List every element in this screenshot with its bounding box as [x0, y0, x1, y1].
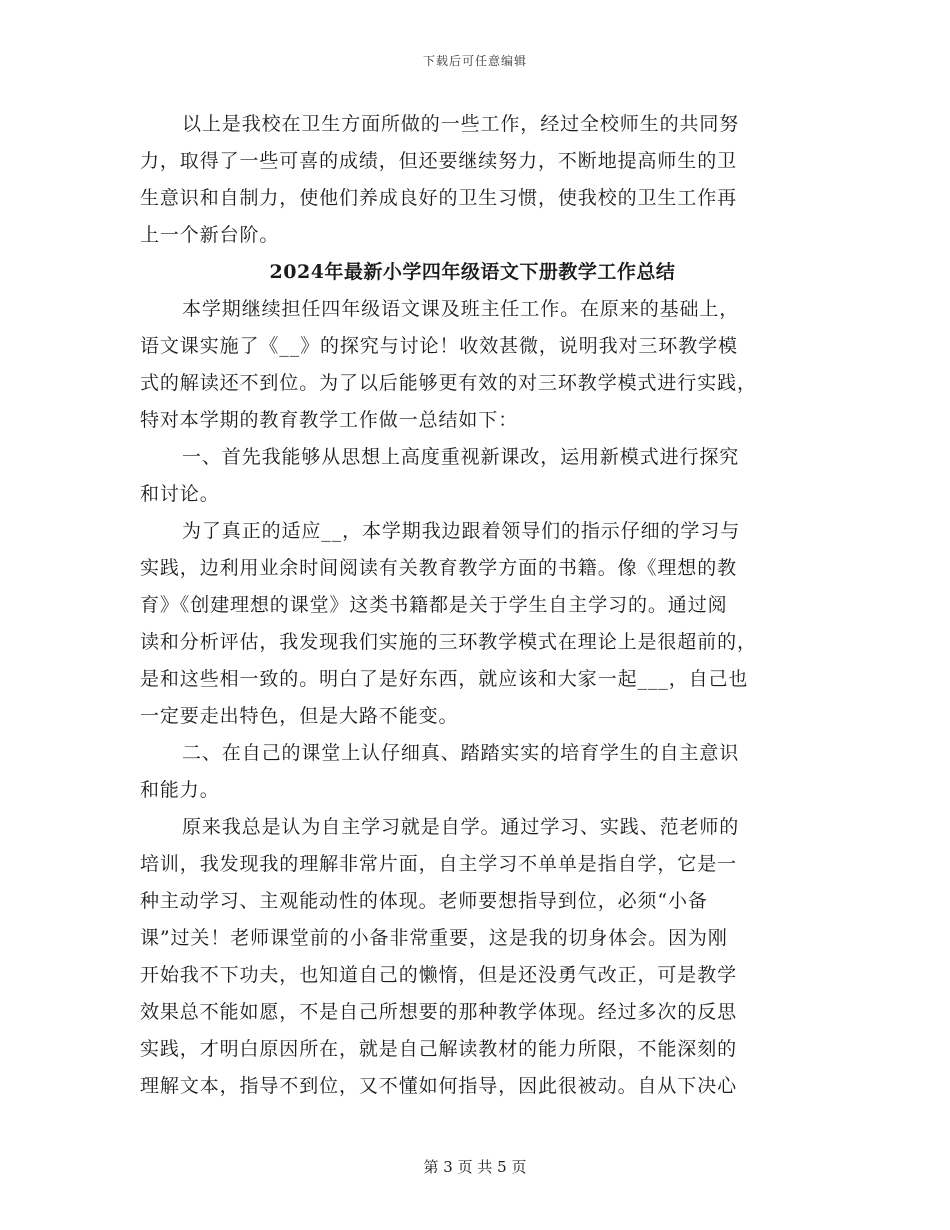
- page-header: 下载后可任意编辑: [422, 54, 527, 68]
- text-line: 力，取得了一些可喜的成绩，但还要继续努力，不断地提高师生的卫: [140, 150, 738, 172]
- text-line: 为了真正的适应__，本学期我边跟着领导们的指示仔细的学习与: [182, 520, 741, 542]
- text-line: 育》《创建理想的课堂》这类书籍都是关于学生自主学习的。通过阅: [140, 594, 728, 616]
- text-line: 生意识和自制力，使他们养成良好的卫生习惯，使我校的卫生工作再: [140, 187, 738, 209]
- text-line: 式的解读还不到位。为了以后能够更有效的对三环教学模式进行实践，: [140, 372, 757, 394]
- text-line: 读和分析评估，我发现我们实施的三环教学模式在理论上是很超前的，: [140, 631, 757, 653]
- text-line: 一定要走出特色，但是大路不能变。: [140, 705, 459, 727]
- text-line: 上一个新台阶。: [140, 224, 280, 246]
- text-line: 语文课实施了《__》的探究与讨论！收效甚微，说明我对三环教学模: [140, 335, 738, 357]
- text-line: 和能力。: [140, 779, 220, 801]
- text-line: 一、首先我能够从思想上高度重视新课改，运用新模式进行探究: [182, 446, 740, 468]
- text-line: 实践，边利用业余时间阅读有关教育教学方面的书籍。像《理想的教: [140, 557, 738, 579]
- text-line: 效果总不能如愿，不是自己所想要的那种教学体现。经过多次的反思: [140, 1001, 738, 1023]
- text-line: 是和这些相一致的。明白了是好东西，就应该和大家一起___，自己也: [140, 668, 749, 690]
- text-line: 本学期继续担任四年级语文课及班主任工作。在原来的基础上，: [182, 298, 740, 320]
- text-line: 理解文本，指导不到位，又不懂如何指导，因此很被动。自从下决心: [140, 1075, 738, 1097]
- text-line: 实践，才明白原因所在，就是自己解读教材的能力所限，不能深刻的: [140, 1038, 738, 1060]
- text-line: 二、在自己的课堂上认仔细真、踏踏实实的培育学生的自主意识: [182, 742, 740, 764]
- text-line: 课”过关！老师课堂前的小备非常重要，这是我的切身体会。因为刚: [140, 927, 728, 949]
- text-line: 原来我总是认为自主学习就是自学。通过学习、实践、范老师的: [182, 816, 740, 838]
- section-title: 2024年最新小学四年级语文下册教学工作总结: [269, 261, 676, 283]
- text-line: 开始我不下功夫，也知道自己的懒惰，但是还没勇气改正，可是教学: [140, 964, 738, 986]
- text-line: 种主动学习、主观能动性的体现。老师要想指导到位，必须“小备: [140, 890, 708, 912]
- text-line: 特对本学期的教育教学工作做一总结如下：: [140, 409, 519, 431]
- text-line: 和讨论。: [140, 483, 220, 505]
- page-footer: 第 3 页 共 5 页: [423, 1158, 527, 1176]
- text-line: 以上是我校在卫生方面所做的一些工作，经过全校师生的共同努: [182, 113, 740, 135]
- text-line: 培训，我发现我的理解非常片面，自主学习不单单是指自学，它是一: [140, 853, 738, 875]
- document-body: [140, 106, 805, 1105]
